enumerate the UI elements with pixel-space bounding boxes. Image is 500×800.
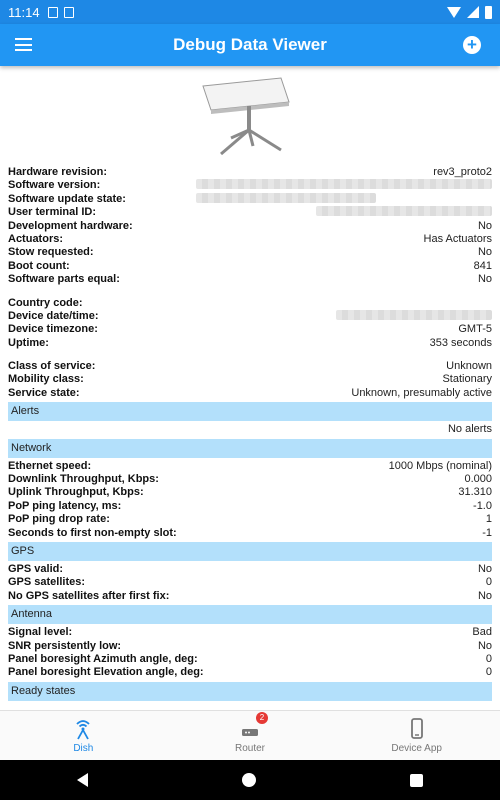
- section-header-gps: GPS: [8, 542, 492, 561]
- status-time: 11:14: [8, 4, 40, 20]
- info-row: Service state: Unknown, presumably active: [8, 386, 492, 399]
- nav-device-app[interactable]: [333, 711, 500, 760]
- info-row: Country code:: [8, 296, 83, 309]
- info-row: Software version:: [8, 179, 492, 192]
- info-row: Class of service: Unknown: [8, 360, 492, 373]
- bottom-nav: [0, 710, 500, 760]
- info-row: Development hardware: No: [8, 219, 492, 232]
- info-row: Panel boresight Azimuth angle, deg: 0: [8, 652, 492, 665]
- menu-icon[interactable]: [15, 38, 32, 51]
- nav-dish-label: Dish: [73, 742, 94, 754]
- redacted-value: [196, 193, 376, 203]
- nav-router-label: Router: [235, 742, 266, 754]
- info-row: Signal level: Bad: [8, 626, 492, 639]
- debug-data-list[interactable]: [0, 66, 500, 710]
- info-row: GPS satellites: 0: [8, 576, 492, 589]
- add-icon[interactable]: +: [463, 36, 481, 54]
- status-bar: [0, 0, 500, 24]
- section-header-alerts: Alerts: [8, 402, 492, 421]
- info-row: No alerts: [447, 423, 492, 436]
- network-group: [8, 460, 492, 540]
- redacted-value: [316, 206, 492, 216]
- wifi-icon: [447, 7, 461, 18]
- info-row: Uplink Throughput, Kbps: 31.310: [8, 486, 492, 499]
- device-info-group: [8, 166, 492, 287]
- info-row: Software parts equal: No: [8, 273, 492, 286]
- back-icon[interactable]: [77, 773, 88, 787]
- info-row: Panel boresight Elevation angle, deg: 0: [8, 666, 492, 679]
- service-info-group: [8, 360, 492, 400]
- info-row: Seconds to first non-empty slot: -1: [8, 526, 492, 539]
- info-row: SNR persistently low: No: [8, 639, 492, 652]
- info-row: Device timezone: GMT-5: [8, 323, 492, 336]
- gps-group: [8, 563, 492, 603]
- info-row: User terminal ID:: [8, 206, 492, 219]
- section-header-antenna: Antenna: [8, 605, 492, 624]
- redacted-value: [196, 179, 492, 189]
- sd-card-icon: [48, 7, 58, 18]
- system-nav-bar: [0, 760, 500, 800]
- dish-icon: [71, 718, 95, 740]
- info-row: Mobility class: Stationary: [8, 373, 492, 386]
- dish-image: [195, 72, 305, 162]
- recents-icon[interactable]: [410, 774, 423, 787]
- info-row: GPS valid: No: [8, 562, 492, 575]
- info-row: PoP ping latency, ms: -1.0: [8, 499, 492, 512]
- section-header-network: Network: [8, 439, 492, 458]
- info-row: No GPS satellites after first fix: No: [8, 589, 492, 602]
- info-row: Device date/time:: [8, 310, 492, 323]
- notification-icon: [64, 7, 74, 18]
- router-icon: [238, 712, 265, 740]
- page-title: Debug Data Viewer: [173, 35, 327, 54]
- nav-router[interactable]: [167, 711, 334, 760]
- section-header-ready-states: Ready states: [8, 682, 492, 701]
- info-row: Actuators: Has Actuators: [8, 232, 492, 245]
- phone-icon: [405, 718, 429, 740]
- router-badge: 2: [256, 712, 268, 724]
- nav-dish[interactable]: [0, 711, 167, 760]
- info-row: Stow requested: No: [8, 246, 492, 259]
- nav-device-app-label: Device App: [391, 742, 442, 754]
- info-row: Downlink Throughput, Kbps: 0.000: [8, 473, 492, 486]
- battery-icon: [485, 6, 492, 19]
- cell-signal-icon: [467, 6, 479, 18]
- redacted-value: [336, 310, 492, 320]
- info-row: Software update state:: [8, 193, 492, 206]
- info-row: Ethernet speed: 1000 Mbps (nominal): [8, 459, 492, 472]
- antenna-group: [8, 626, 492, 680]
- info-row: Hardware revision: rev3_proto2: [8, 166, 492, 178]
- app-bar: [0, 24, 500, 66]
- info-row: Boot count: 841: [8, 259, 492, 272]
- location-info-group: [8, 297, 492, 351]
- info-row: PoP ping drop rate: 1: [8, 513, 492, 526]
- home-icon[interactable]: [242, 773, 256, 787]
- info-row: Uptime: 353 seconds: [8, 336, 492, 349]
